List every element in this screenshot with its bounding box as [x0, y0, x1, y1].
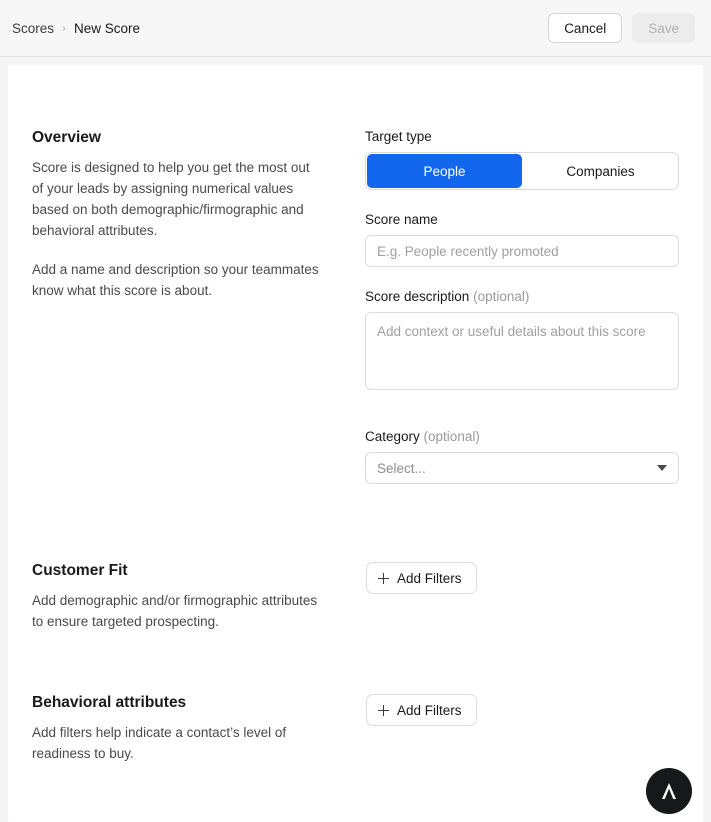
customer-fit-actions-column: [366, 562, 679, 632]
overview-title: Overview: [32, 129, 101, 146]
category-optional-tag: (optional): [423, 429, 480, 444]
target-type-group: [365, 129, 679, 190]
behavioral-description-column: [32, 694, 366, 764]
overview-fields-column: [365, 129, 679, 506]
customer-fit-section: [8, 562, 703, 632]
score-description-optional-tag: (optional): [473, 289, 530, 304]
breadcrumb-item-new-score: New Score: [74, 20, 141, 36]
plus-icon: [378, 573, 389, 584]
top-bar-actions: [548, 13, 695, 43]
behavioral-add-filters-label: Add Filters: [397, 702, 462, 718]
category-select[interactable]: [365, 452, 679, 484]
behavioral-add-filters-button[interactable]: [366, 694, 477, 726]
category-select-value: Select...: [377, 460, 426, 476]
breadcrumb-separator-icon: ›: [62, 21, 67, 35]
behavioral-title: Behavioral attributes: [32, 694, 187, 711]
form-content: [8, 65, 703, 764]
overview-description-column: [32, 129, 365, 506]
save-button[interactable]: Save: [632, 13, 695, 43]
score-name-input[interactable]: [365, 235, 679, 267]
customer-fit-description-column: [32, 562, 366, 632]
score-description-label-text: Score description: [365, 289, 470, 304]
behavioral-description: Add filters help indicate a contact’s level of readiness to buy.: [32, 725, 287, 761]
target-type-segmented-control[interactable]: [365, 152, 679, 190]
plus-icon: [378, 705, 389, 716]
category-label-text: Category: [365, 429, 420, 444]
overview-description-2: Add a name and description so your teammates know what this score is about.: [32, 262, 319, 298]
overview-description-1: Score is designed to help you get the most out of your leads by assigning numerical values based on both demographic/firmographic and behavioral attributes.: [32, 160, 310, 238]
customer-fit-add-filters-label: Add Filters: [397, 570, 462, 586]
target-type-option-companies[interactable]: Companies: [523, 153, 678, 189]
top-bar: [0, 0, 711, 57]
target-type-label: Target type: [365, 129, 432, 144]
behavioral-actions-column: [366, 694, 679, 764]
score-description-label: [365, 289, 679, 304]
breadcrumb-item-scores[interactable]: Scores: [12, 20, 55, 36]
target-type-option-people[interactable]: People: [367, 154, 522, 188]
assistant-logo-icon: [658, 780, 680, 802]
score-name-group: [365, 212, 679, 267]
customer-fit-add-filters-button[interactable]: [366, 562, 477, 594]
breadcrumb: [12, 21, 140, 36]
behavioral-attributes-section: [8, 694, 703, 764]
page-panel: [8, 65, 703, 822]
score-name-label: Score name: [365, 212, 438, 227]
score-description-textarea[interactable]: [365, 312, 679, 390]
assistant-fab-button[interactable]: [646, 768, 692, 814]
chevron-down-icon: [657, 465, 667, 471]
category-label: [365, 429, 679, 444]
customer-fit-description: Add demographic and/or firmographic attributes to ensure targeted prospecting.: [32, 593, 318, 629]
score-description-group: [365, 289, 679, 395]
overview-section: [8, 129, 703, 506]
cancel-button[interactable]: Cancel: [548, 13, 622, 43]
category-group: [365, 429, 679, 484]
customer-fit-title: Customer Fit: [32, 562, 128, 579]
